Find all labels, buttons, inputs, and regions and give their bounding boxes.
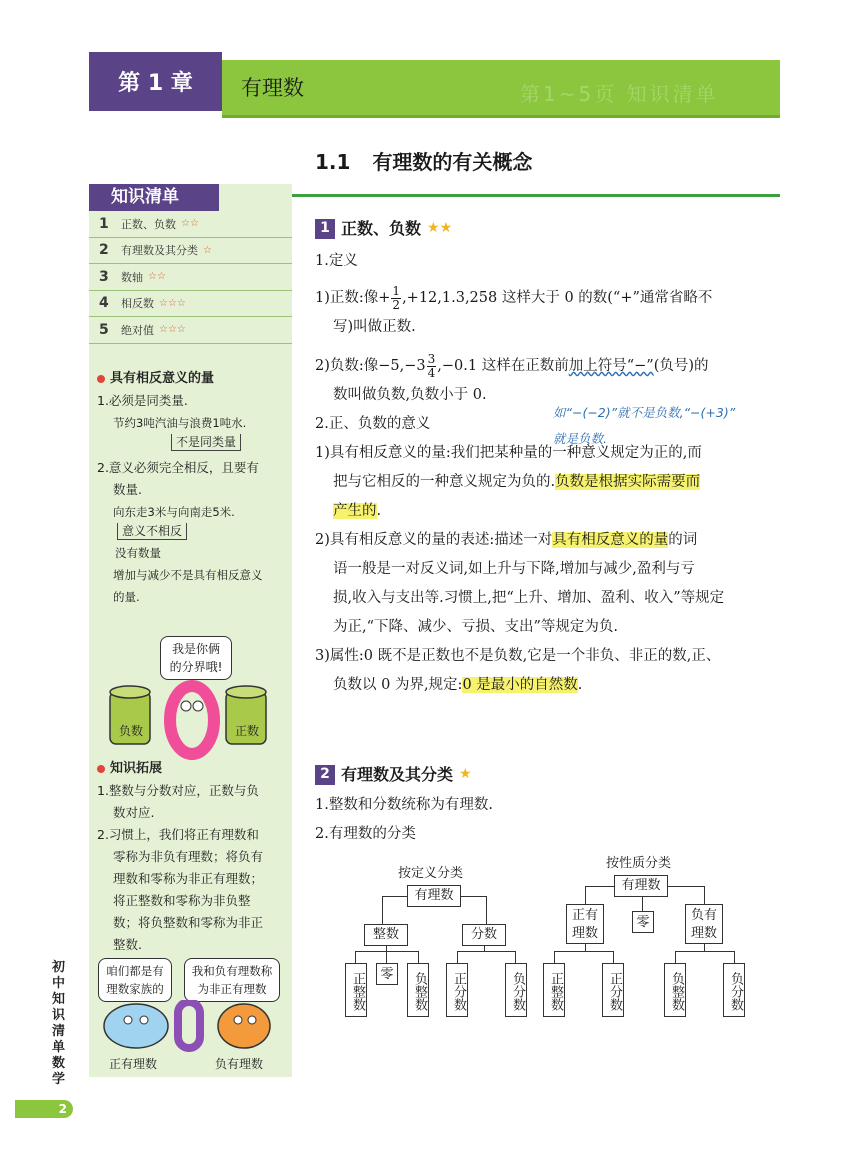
main-content-section-1	[315, 214, 785, 700]
knowledge-item	[89, 211, 292, 238]
speech-bubble: 咱们都是有 理数家族的	[98, 958, 172, 1002]
highlight: 0 是最小的自然数	[462, 677, 578, 693]
extension-heading: 知识拓展	[97, 758, 287, 780]
highlight: 具有相反意义的量	[552, 532, 669, 548]
item-label: 相反数	[121, 297, 154, 311]
bracket-note: 不是同类量	[171, 434, 241, 451]
knowledge-list-header: 知识清单	[89, 184, 219, 211]
extension-line: 1.整数与分数对应，正数与负	[97, 783, 259, 798]
knowledge-item	[89, 264, 292, 291]
extension-line: 数对应.	[113, 805, 155, 820]
positive-definition-cont: 写)叫做正数.	[333, 319, 416, 335]
section-number: 1.1	[315, 150, 351, 174]
star-icon: ★	[459, 766, 472, 782]
note-example: 的量.	[113, 590, 140, 604]
extension-line: 将正整数和零称为非负整	[113, 893, 251, 908]
tree-node: 零	[632, 911, 654, 933]
star-icon: ☆	[203, 244, 212, 256]
subsection-heading: 1 正数、负数 ★★	[315, 214, 785, 243]
number-family-illustration	[98, 1000, 288, 1052]
tree-leaf: 负分数	[723, 963, 745, 1017]
speech-bubble: 我和负有理数称 为非正有理数	[184, 958, 280, 1002]
extension-line: 零称为非负有理数；将负有	[113, 849, 264, 864]
tree-leaf: 负分数	[505, 963, 527, 1017]
knowledge-item	[89, 238, 292, 265]
highlight: 负数是根据实际需要而	[555, 474, 701, 490]
item-number: 1	[99, 215, 109, 232]
item-number: 3	[99, 268, 109, 285]
note-heading: 具有相反意义的量	[97, 368, 287, 390]
note-line: 1.必须是同类量.	[97, 393, 188, 408]
tree-leaf: 零	[376, 963, 398, 985]
bracket-note: 没有数量	[115, 546, 161, 560]
cartoon-label-positive: 正数	[235, 724, 260, 738]
zero-mascot-illustration	[100, 680, 280, 760]
main-content-section-2	[315, 760, 785, 849]
tree-node: 负有理数	[685, 904, 723, 944]
meaning-line: 损,收入与支出等.习惯上,把“上升、增加、盈利、收入”等规定	[333, 590, 725, 606]
note-example: 节约3吨汽油与浪费1吨水.	[113, 416, 247, 430]
tree-node: 分数	[462, 924, 506, 946]
item-number: 5	[99, 321, 109, 338]
extension-line: 数；将负整数和零称为非正	[113, 915, 264, 930]
negative-definition: 2)负数:像−5,−3 $\frac{3}{4}$ ,−0.1 这样在正数前加上符号“−”(负号)的	[315, 351, 709, 380]
item-number: 4	[99, 295, 109, 312]
knowledge-item	[89, 291, 292, 318]
cartoon-label-negative: 负数	[119, 724, 144, 738]
section-title	[315, 146, 532, 175]
opposite-quantity-note	[97, 368, 287, 608]
positive-definition: 1)正数:像+ $\frac{1}{2}$ ,+12,1.3,258 这样大于 0 的数(“+”通常省略不	[315, 283, 713, 312]
item-label: 正数、负数	[121, 217, 176, 231]
tree-node-root: 有理数	[407, 885, 461, 907]
classification-line: 1.整数和分数统称为有理数.	[315, 797, 493, 813]
item-label: 有理数及其分类	[121, 244, 198, 258]
item-label: 数轴	[121, 270, 143, 284]
cartoon-label-positive-rational: 正有理数	[109, 1057, 158, 1071]
section-title-text: 有理数的有关概念	[372, 150, 533, 174]
classification-line: 2.有理数的分类	[315, 826, 416, 842]
meaning-line: 语一般是一对反义词,如上升与下降,增加与减少,盈利与亏	[333, 561, 695, 577]
tree-leaf: 负整数	[407, 963, 429, 1017]
section-divider	[290, 194, 780, 197]
meaning-line: 负数以 0 为界,规定:0 是最小的自然数.	[333, 677, 583, 693]
note-example: 向东走3米与向南走5米.	[113, 505, 235, 519]
meaning-line: 1)具有相反意义的量:我们把某种量的一种意义规定为正的,而	[315, 445, 702, 461]
chapter-watermark: 第1~5页 知识清单	[520, 82, 719, 106]
speech-bubble: 我是你俩 的分界哦!	[160, 636, 232, 680]
fraction: $\frac{1}{2}$	[392, 283, 401, 312]
subsection-heading: 2 有理数及其分类 ★	[315, 760, 785, 789]
page-number: 2	[15, 1100, 73, 1118]
star-icon: ☆☆	[181, 218, 199, 230]
meaning-line: 产生的.	[333, 503, 382, 519]
tree-leaf: 负整数	[664, 963, 686, 1017]
tree-label: 按性质分类	[606, 856, 672, 871]
star-icon: ☆☆☆	[159, 297, 186, 309]
star-icon: ☆☆☆	[159, 324, 186, 336]
star-icon: ☆☆	[148, 271, 166, 283]
knowledge-item	[89, 317, 292, 344]
meaning-line: 2)具有相反意义的量的表述:描述一对具有相反意义的量的词	[315, 532, 698, 548]
chapter-name: 有理数	[241, 76, 304, 100]
tree-leaf: 正整数	[345, 963, 367, 1017]
handwritten-note: 如“−(−2)”就不是负数,“−(+3)” 就是负数.	[553, 405, 736, 446]
extension-line: 整数.	[113, 937, 142, 952]
negative-definition-cont: 数叫做负数,负数小于 0.	[333, 387, 487, 403]
tree-leaf: 正分数	[446, 963, 468, 1017]
bullet-icon	[97, 765, 105, 773]
tree-node: 整数	[364, 924, 408, 946]
extension-line: 2.习惯上，我们将正有理数和	[97, 827, 259, 842]
tree-node: 正有理数	[566, 904, 604, 944]
cartoon-label-negative-rational: 负有理数	[215, 1057, 264, 1071]
fraction: $\frac{3}{4}$	[427, 351, 436, 380]
note-line: 2.意义必须完全相反，且要有	[97, 460, 259, 475]
meaning-line: 3)属性:0 既不是正数也不是负数,它是一个非负、非正的数,正、	[315, 648, 721, 664]
note-line: 数量.	[113, 482, 142, 497]
knowledge-list	[89, 211, 292, 344]
extension-line: 理数和零称为非正有理数；	[113, 871, 264, 886]
item-label: 绝对值	[121, 323, 154, 337]
tree-leaf: 正整数	[543, 963, 565, 1017]
highlight: 产生的	[333, 503, 377, 519]
meaning-line: 为正,“下降、减少、亏损、支出”等规定为负.	[333, 619, 619, 635]
meaning-heading: 2.正、负数的意义	[315, 416, 431, 432]
knowledge-extension	[97, 758, 287, 956]
bracket-note: 意义不相反	[117, 523, 187, 540]
meaning-line: 把与它相反的一种意义规定为负的.负数是根据实际需要而	[333, 474, 701, 490]
tree-label: 按定义分类	[398, 866, 464, 881]
item-number: 2	[99, 242, 109, 259]
definition-heading: 1.定义	[315, 253, 358, 269]
tree-leaf: 正分数	[602, 963, 624, 1017]
star-icon: ★★	[427, 220, 453, 236]
tree-node-root: 有理数	[614, 875, 668, 897]
book-title: 初中知识清单数学	[52, 960, 66, 1087]
note-example: 增加与减少不是具有相反意义	[113, 568, 263, 582]
bullet-icon	[97, 375, 105, 383]
chapter-tab: 第 1 章	[89, 52, 222, 111]
